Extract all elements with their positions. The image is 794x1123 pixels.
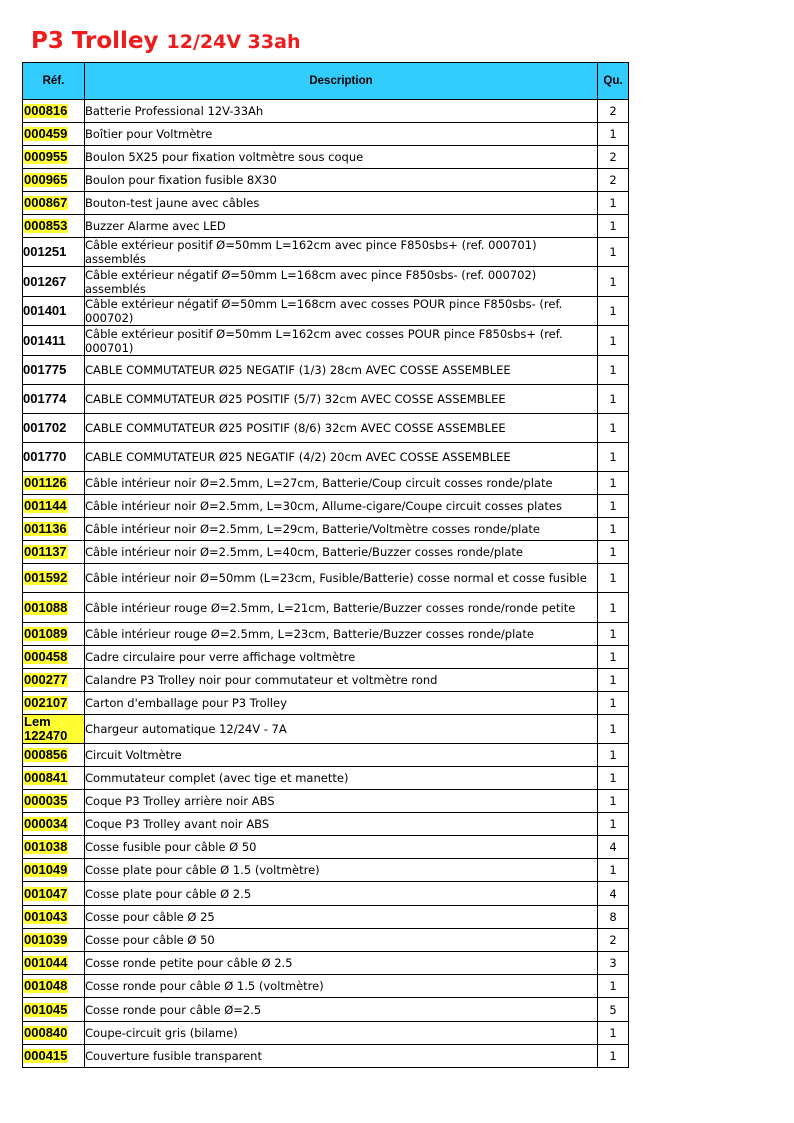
table-row: [23, 472, 629, 495]
ref-code: 001045: [24, 1001, 68, 1017]
ref-cell: [23, 646, 85, 669]
qty-cell: 2: [598, 169, 629, 192]
table-row: [23, 975, 629, 998]
ref-cell: [23, 564, 85, 593]
qty-cell: 1: [598, 356, 629, 385]
qty-cell: 1: [598, 495, 629, 518]
ref-code: 000867: [24, 195, 68, 210]
qty-cell: 1: [598, 767, 629, 790]
description-cell: Coque P3 Trolley avant noir ABS: [85, 813, 598, 836]
ref-cell: [23, 906, 85, 929]
table-row: [23, 443, 629, 472]
qty-cell: 1: [598, 623, 629, 646]
qty-cell: 4: [598, 836, 629, 859]
qty-cell: 1: [598, 443, 629, 472]
ref-code: 002107: [24, 695, 68, 710]
table-row: [23, 297, 629, 326]
ref-cell: [23, 414, 85, 443]
description-cell: Câble extérieur négatif Ø=50mm L=168cm avec pince F850sbs- (ref. 000702) assemblés: [85, 267, 598, 297]
ref-code: Lem 122470: [23, 715, 84, 743]
ref-code: 000035: [24, 793, 68, 808]
table-row: [23, 169, 629, 192]
ref-cell: [23, 443, 85, 472]
table-row: [23, 238, 629, 267]
ref-code: 000458: [24, 649, 68, 664]
description-cell: Câble extérieur positif Ø=50mm L=162cm avec cosses POUR pince F850sbs+ (ref. 000701): [85, 326, 598, 356]
ref-code: 001047: [24, 885, 68, 901]
qty-cell: 1: [598, 692, 629, 715]
description-cell: Câble intérieur rouge Ø=2.5mm, L=23cm, Batterie/Buzzer cosses ronde/plate: [85, 623, 598, 646]
table-row: [23, 715, 629, 744]
qty-cell: 1: [598, 975, 629, 998]
qty-cell: 1: [598, 859, 629, 882]
qty-cell: 2: [598, 146, 629, 169]
table-header-row: [23, 63, 629, 100]
description-cell: Buzzer Alarme avec LED: [85, 215, 598, 238]
qty-cell: 8: [598, 906, 629, 929]
table-row: [23, 100, 629, 123]
ref-cell: [23, 692, 85, 715]
ref-code: 001775: [23, 362, 67, 377]
ref-cell: [23, 123, 85, 146]
ref-cell: [23, 495, 85, 518]
description-cell: Cosse fusible pour câble Ø 50: [85, 836, 598, 859]
table-row: [23, 767, 629, 790]
qty-cell: 5: [598, 998, 629, 1022]
ref-code: 001770: [23, 449, 67, 464]
ref-code: 001251: [23, 244, 67, 259]
description-cell: Boîtier pour Voltmètre: [85, 123, 598, 146]
parts-table: [22, 62, 629, 1068]
table-row: [23, 952, 629, 975]
table-row: [23, 623, 629, 646]
ref-code: 001411: [23, 332, 66, 348]
ref-code: 001592: [24, 570, 68, 585]
description-cell: Calandre P3 Trolley noir pour commutateur et voltmètre rond: [85, 669, 598, 692]
description-cell: CABLE COMMUTATEUR Ø25 NEGATIF (1/3) 28cm AVEC COSSE ASSEMBLEE: [85, 356, 598, 385]
ref-cell: [23, 215, 85, 238]
table-row: [23, 692, 629, 715]
ref-cell: [23, 541, 85, 564]
qty-cell: 1: [598, 238, 629, 267]
description-cell: Cosse ronde pour câble Ø 1.5 (voltmètre): [85, 975, 598, 998]
description-cell: Cosse ronde pour câble Ø=2.5: [85, 998, 598, 1022]
table-row: [23, 669, 629, 692]
ref-cell: [23, 1045, 85, 1068]
table-row: [23, 414, 629, 443]
description-cell: Câble intérieur noir Ø=2.5mm, L=30cm, Allume-cigare/Coupe circuit cosses plates: [85, 495, 598, 518]
parts-table-body: [23, 100, 629, 1068]
ref-code: 001088: [24, 599, 68, 615]
ref-code: 000965: [24, 172, 68, 187]
qty-cell: 1: [598, 326, 629, 356]
description-cell: Cadre circulaire pour verre affichage voltmètre: [85, 646, 598, 669]
ref-cell: [23, 813, 85, 836]
ref-cell: [23, 385, 85, 414]
description-cell: Câble intérieur noir Ø=2.5mm, L=40cm, Batterie/Buzzer cosses ronde/plate: [85, 541, 598, 564]
table-row: [23, 564, 629, 593]
ref-cell: [23, 952, 85, 975]
qty-cell: 1: [598, 385, 629, 414]
qty-cell: 1: [598, 541, 629, 564]
table-row: [23, 836, 629, 859]
qty-cell: 2: [598, 929, 629, 952]
description-cell: CABLE COMMUTATEUR Ø25 POSITIF (8/6) 32cm AVEC COSSE ASSEMBLEE: [85, 414, 598, 443]
title-main: P3 Trolley: [31, 28, 167, 54]
ref-cell: [23, 790, 85, 813]
ref-code: 001267: [23, 273, 67, 289]
description-cell: Carton d'emballage pour P3 Trolley: [85, 692, 598, 715]
description-cell: Coupe-circuit gris (bilame): [85, 1022, 598, 1045]
ref-cell: [23, 472, 85, 495]
qty-cell: 1: [598, 518, 629, 541]
table-row: [23, 813, 629, 836]
ref-code: 000955: [24, 149, 68, 164]
table-row: [23, 146, 629, 169]
qty-cell: 1: [598, 297, 629, 326]
description-cell: Boulon pour fixation fusible 8X30: [85, 169, 598, 192]
page-title: [31, 22, 300, 57]
description-cell: Circuit Voltmètre: [85, 744, 598, 767]
table-row: [23, 1045, 629, 1068]
description-cell: Boulon 5X25 pour fixation voltmètre sous coque: [85, 146, 598, 169]
ref-code: 001702: [23, 420, 67, 435]
qty-cell: 1: [598, 669, 629, 692]
description-cell: Câble extérieur négatif Ø=50mm L=168cm avec cosses POUR pince F850sbs- (ref. 000702): [85, 297, 598, 326]
description-cell: Câble extérieur positif Ø=50mm L=162cm avec pince F850sbs+ (ref. 000701) assemblés: [85, 238, 598, 267]
description-cell: Coque P3 Trolley arrière noir ABS: [85, 790, 598, 813]
ref-cell: [23, 192, 85, 215]
ref-code: 001044: [24, 955, 68, 970]
ref-code: 000459: [24, 126, 68, 141]
description-cell: Batterie Professional 12V-33Ah: [85, 100, 598, 123]
table-row: [23, 790, 629, 813]
ref-code: 001089: [24, 626, 68, 641]
qty-cell: 3: [598, 952, 629, 975]
table-row: [23, 744, 629, 767]
ref-code: 000034: [24, 816, 68, 831]
ref-cell: [23, 593, 85, 623]
description-cell: Couverture fusible transparent: [85, 1045, 598, 1068]
ref-cell: [23, 882, 85, 906]
ref-code: 000816: [24, 103, 68, 118]
qty-cell: 2: [598, 100, 629, 123]
ref-code: 001136: [24, 521, 67, 536]
ref-cell: [23, 100, 85, 123]
ref-code: 000277: [24, 672, 68, 687]
ref-cell: [23, 744, 85, 767]
ref-code: 000840: [24, 1025, 68, 1040]
qty-cell: 4: [598, 882, 629, 906]
ref-cell: [23, 669, 85, 692]
ref-cell: [23, 238, 85, 267]
qty-cell: 1: [598, 1022, 629, 1045]
description-cell: Cosse pour câble Ø 50: [85, 929, 598, 952]
description-cell: Câble intérieur noir Ø=50mm (L=23cm, Fusible/Batterie) cosse normal et cosse fusible: [85, 564, 598, 593]
column-header-ref: Réf.: [23, 63, 85, 100]
table-row: [23, 929, 629, 952]
qty-cell: 1: [598, 744, 629, 767]
table-row: [23, 518, 629, 541]
table-row: [23, 192, 629, 215]
ref-code: 000853: [24, 218, 68, 233]
qty-cell: 1: [598, 1045, 629, 1068]
ref-cell: [23, 859, 85, 882]
ref-cell: [23, 998, 85, 1022]
ref-code: 001049: [24, 862, 68, 877]
ref-cell: [23, 356, 85, 385]
table-row: [23, 882, 629, 906]
ref-cell: [23, 297, 85, 326]
ref-code: 001401: [23, 303, 67, 318]
table-row: [23, 356, 629, 385]
table-row: [23, 123, 629, 146]
qty-cell: 1: [598, 123, 629, 146]
description-cell: Câble intérieur noir Ø=2.5mm, L=27cm, Batterie/Coup circuit cosses ronde/plate: [85, 472, 598, 495]
ref-code: 000415: [24, 1048, 68, 1063]
description-cell: Cosse plate pour câble Ø 1.5 (voltmètre): [85, 859, 598, 882]
table-row: [23, 541, 629, 564]
table-row: [23, 906, 629, 929]
table-row: [23, 1022, 629, 1045]
ref-cell: [23, 326, 85, 356]
description-cell: Chargeur automatique 12/24V - 7A: [85, 715, 598, 744]
ref-cell: [23, 929, 85, 952]
description-cell: CABLE COMMUTATEUR Ø25 POSITIF (5/7) 32cm AVEC COSSE ASSEMBLEE: [85, 385, 598, 414]
ref-cell: [23, 1022, 85, 1045]
table-row: [23, 267, 629, 297]
qty-cell: 1: [598, 715, 629, 744]
table-row: [23, 593, 629, 623]
table-row: [23, 859, 629, 882]
column-header-qty: Qu.: [598, 63, 629, 100]
table-row: [23, 326, 629, 356]
ref-code: 001038: [24, 839, 68, 854]
ref-cell: [23, 267, 85, 297]
ref-cell: [23, 169, 85, 192]
table-row: [23, 998, 629, 1022]
ref-code: 001774: [23, 391, 67, 406]
ref-code: 001144: [24, 498, 67, 513]
qty-cell: 1: [598, 192, 629, 215]
qty-cell: 1: [598, 414, 629, 443]
ref-code: 001043: [24, 909, 68, 924]
description-cell: Bouton-test jaune avec câbles: [85, 192, 598, 215]
ref-cell: [23, 836, 85, 859]
ref-cell: [23, 518, 85, 541]
qty-cell: 1: [598, 564, 629, 593]
qty-cell: 1: [598, 646, 629, 669]
ref-code: 001137: [24, 544, 67, 559]
description-cell: Commutateur complet (avec tige et manette): [85, 767, 598, 790]
table-row: [23, 385, 629, 414]
qty-cell: 1: [598, 472, 629, 495]
ref-cell: [23, 623, 85, 646]
ref-code: 000841: [24, 770, 68, 785]
description-cell: Câble intérieur rouge Ø=2.5mm, L=21cm, Batterie/Buzzer cosses ronde/ronde petite: [85, 593, 598, 623]
description-cell: Cosse plate pour câble Ø 2.5: [85, 882, 598, 906]
title-sub: 12/24V 33ah: [166, 31, 301, 53]
ref-cell: [23, 975, 85, 998]
qty-cell: 1: [598, 790, 629, 813]
description-cell: Cosse pour câble Ø 25: [85, 906, 598, 929]
ref-cell: [23, 715, 85, 744]
ref-cell: [23, 146, 85, 169]
ref-code: 000856: [24, 747, 68, 762]
ref-code: 001126: [24, 475, 67, 490]
qty-cell: 1: [598, 267, 629, 297]
ref-code: 001048: [24, 978, 68, 993]
table-row: [23, 646, 629, 669]
ref-cell: [23, 767, 85, 790]
ref-code: 001039: [24, 932, 68, 947]
qty-cell: 1: [598, 593, 629, 623]
qty-cell: 1: [598, 215, 629, 238]
description-cell: Cosse ronde petite pour câble Ø 2.5: [85, 952, 598, 975]
qty-cell: 1: [598, 813, 629, 836]
table-row: [23, 495, 629, 518]
description-cell: Câble intérieur noir Ø=2.5mm, L=29cm, Batterie/Voltmètre cosses ronde/plate: [85, 518, 598, 541]
description-cell: CABLE COMMUTATEUR Ø25 NEGATIF (4/2) 20cm AVEC COSSE ASSEMBLEE: [85, 443, 598, 472]
table-row: [23, 215, 629, 238]
column-header-description: Description: [85, 63, 598, 100]
